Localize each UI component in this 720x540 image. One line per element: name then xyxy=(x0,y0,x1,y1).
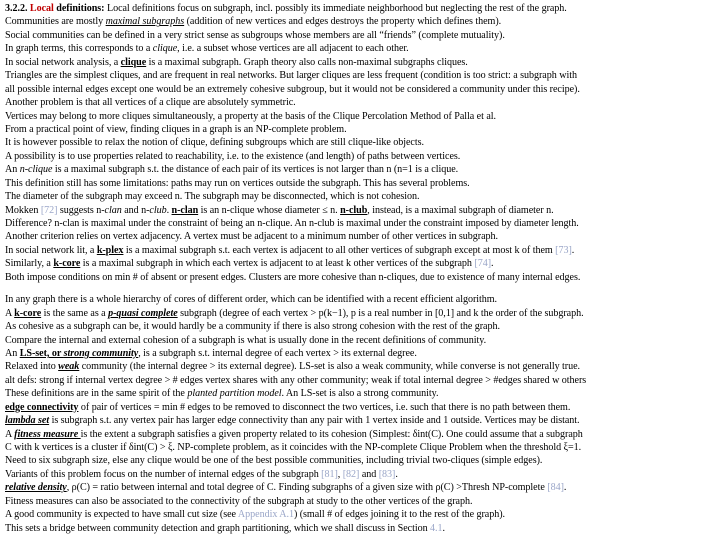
term-relative-density: relative density xyxy=(5,482,67,494)
text-line xyxy=(5,257,714,270)
text-line: Compare the internal and external cohesion of a subgraph is what is usually done in the recent definitions of community. xyxy=(5,334,487,346)
text-run: is the extent a subgraph satisfies a given property related to its cohesion (Simplest: δint(C). One could assume that a subgraph xyxy=(80,428,583,440)
text-run: suggests n- xyxy=(57,204,105,216)
reference-link[interactable]: [74] xyxy=(474,258,492,270)
text-run: Mokken xyxy=(5,204,41,216)
term-weak: weak xyxy=(58,361,80,373)
text-run: is a maximal subgraph. Graph theory also calls non-maximal subgraphs cliques. xyxy=(146,56,468,68)
text-run: , instead, is a maximal subgraph of diameter n. xyxy=(367,204,554,216)
text-run: and xyxy=(359,468,379,480)
text-line: Fitness measures can also be associated to the connectivity of the subgraph at study to the other vertices of the graph. xyxy=(5,495,473,507)
text-line: In any graph there is a whole hierarchy of cores of different order, which can be identified with a recent efficient algorithm. xyxy=(5,294,498,306)
text-run: and n- xyxy=(121,204,150,216)
text-run: is a maximal subgraph s.t. the distance of each pair of its vertices is not larger than n (n=1 is a clique. xyxy=(52,164,459,176)
text-run: is a maximal subgraph s.t. each vertex is adjacent to all other vertices of subgraph except at most k of them xyxy=(123,244,556,256)
reference-link[interactable]: [82] xyxy=(342,468,360,480)
text-line xyxy=(5,244,714,257)
text-run: is an n-clique whose diameter ≤ n. xyxy=(198,204,341,216)
text-run: subgraph (degree of each vertex > p(k−1), p is a real number in [0,1] and k the order of the subgraph. xyxy=(177,307,584,319)
text-run: . xyxy=(442,522,445,534)
text-run: . xyxy=(166,204,172,216)
text-line: From a practical point of view, finding cliques in a graph is an NP-complete problem. xyxy=(5,123,347,135)
heading-rest: Local definitions focus on subgraph, incl. possibly its immediate neighborhood but neglecting the rest of the graph. xyxy=(106,3,567,14)
term-maximal-subgraphs: maximal subgraphs xyxy=(105,16,185,28)
term-n-club: n-club xyxy=(340,204,368,216)
text-run: is a maximal subgraph in which each vertex is adjacent to at least k other vertices of the subgraph xyxy=(80,258,475,270)
text-line: The diameter of the subgraph may exceed n. The subgraph may be disconnected, which is not cohesion. xyxy=(5,191,420,203)
term-planted-partition-model: planted partition model xyxy=(187,388,282,400)
text-run: . xyxy=(491,258,494,270)
text-run: In social network analysis, a xyxy=(5,56,121,68)
text-line: As cohesive as a subgraph can be, it would hardly be a community if there is also strong cohesion with the rest of the graph. xyxy=(5,321,500,333)
text-run: This sets a bridge between community detection and graph partitioning, which we shall discuss in Section xyxy=(5,522,431,534)
text-run: , ρ(C) = ratio between internal and total degree of C. Finding subgraphs of a given size with ρ(C) >Thresh NP-complete xyxy=(66,482,548,494)
text-run: community (the internal degree > its external degree). LS-set is also a weak community, while converse is not generally true. xyxy=(79,361,581,373)
reference-link[interactable]: [72] xyxy=(40,204,58,216)
text-line: Both impose conditions on min # of absent or present edges. Clusters are more cohesive than n-cliques, due to existence of many internal edges. xyxy=(5,271,581,283)
reference-link[interactable]: [84] xyxy=(547,482,564,494)
term-strong-community: strong community xyxy=(63,347,139,359)
text-line xyxy=(5,508,714,521)
term-lambda-set: lambda set xyxy=(5,415,50,427)
text-run: These definitions are in the same spirit of the xyxy=(5,388,188,400)
text-run: , xyxy=(337,468,343,480)
text-line: Triangles are the simplest cliques, and are frequent in real networks. But larger cliques are less frequent (condition is too strict: a subgraph with xyxy=(5,70,577,82)
text-run: of pair of vertices = min # edges to be removed to disconnect the two vertices, i.e. such that there is no path between them. xyxy=(78,401,571,413)
text-run: A good community is expected to have small cut size (see xyxy=(5,509,238,521)
text-line xyxy=(5,522,714,535)
text-line: Vertices may belong to more cliques simultaneously, a property at the basis of the Clique Percolation Method of Palla et al. xyxy=(5,110,496,122)
text-run: . xyxy=(571,244,575,256)
text-line xyxy=(5,204,714,217)
term-k-core: k-core xyxy=(14,307,42,319)
text-run: Communities are mostly xyxy=(5,16,106,28)
text-line: Difference? n-clan is maximal under the constraint of being an n-clique. An n-club is maximal under the constraint imposed by diameter length. xyxy=(5,218,579,229)
term-p-quasi-complete: p-quasi complete xyxy=(108,307,178,319)
heading-word-local: Local xyxy=(29,3,54,14)
text-run: is subgraph s.t. any vertex pair has larger edge connectivity than any pair with 1 vertex inside and 1 outside. Vertices may be distant. xyxy=(49,415,580,427)
term-clique: clique xyxy=(152,43,178,55)
paragraph-gap xyxy=(5,284,714,293)
text-run: Similarly, a xyxy=(5,258,54,270)
text-run: , i.e. a subset whose vertices are all adjacent to each other. xyxy=(177,43,409,55)
text-line xyxy=(5,307,714,320)
text-line: Another problem is that all vertices of a clique are absolutely symmetric. xyxy=(5,97,296,109)
appendix-link[interactable]: Appendix A.1 xyxy=(237,509,294,521)
text-run: A xyxy=(5,307,15,319)
text-line: This definition still has some limitations: paths may run on vertices outside the subgraph. This has several problems. xyxy=(5,177,470,189)
text-run: In graph terms, this corresponds to a xyxy=(5,43,153,55)
term-n-clique: n-clique xyxy=(19,164,53,176)
text-line: C with k vertices is a cluster if δint(C) > ξ. NP-complete problem, as it coincides with the NP-complete Clique Problem when the threshold ξ=1. xyxy=(5,442,582,453)
text-run: ) (small # of edges joining it to the rest of the graph). xyxy=(293,509,505,521)
text-line xyxy=(5,347,714,360)
text-run: . xyxy=(395,468,398,480)
text-line: all possible internal edges except one would be an extremely cohesive subgroup, but it would not be considered a community under this recipe). xyxy=(5,83,580,95)
text-line xyxy=(5,56,714,69)
text-line xyxy=(5,481,714,494)
term-clan: clan xyxy=(104,204,122,216)
term-k-core: k-core xyxy=(53,258,81,270)
term-clique-sna: clique xyxy=(120,56,147,68)
text-run: A xyxy=(5,428,15,440)
text-line: It is however possible to relax the notion of clique, defining subgroups which are still clique-like objects. xyxy=(5,137,424,149)
term-fitness-measure: fitness measure xyxy=(14,428,81,440)
text-run: is the same as a xyxy=(41,307,109,319)
term-k-plex: k-plex xyxy=(96,244,124,256)
reference-link[interactable]: [73] xyxy=(555,244,572,256)
text-line xyxy=(5,15,714,28)
section-link[interactable]: 4.1 xyxy=(430,522,443,534)
text-line xyxy=(5,468,714,481)
text-line: Social communities can be defined in a very strict sense as subgroups whose members are all “friends” (complete mutuality). xyxy=(5,29,505,41)
term-club: club xyxy=(149,204,167,216)
text-run: An xyxy=(5,164,20,176)
text-line xyxy=(5,414,714,427)
text-line xyxy=(5,42,714,55)
text-run: . An LS-set is also a strong community. xyxy=(281,388,439,400)
text-line xyxy=(5,401,714,414)
section-number: 3.2.2. xyxy=(5,3,28,14)
text-run: In social network lit, a xyxy=(5,244,97,256)
text-line xyxy=(5,360,714,373)
text-line xyxy=(5,428,714,441)
reference-link[interactable]: [81] xyxy=(321,468,338,480)
term-ls-set: LS-set, or xyxy=(19,347,64,359)
heading-word-definitions: definitions: xyxy=(56,3,105,14)
text-line xyxy=(5,163,714,176)
section-heading xyxy=(5,2,714,15)
text-line: Another criterion relies on vertex adjacency. A vertex must be adjacent to a minimum number of other vertices in subgraph. xyxy=(5,231,499,243)
text-run: Variants of this problem focus on the number of internal edges of the subgraph xyxy=(5,468,322,480)
text-run: An xyxy=(5,347,20,359)
text-line: Need to six subgraph size, else any clique would be one of the best possible communities, including trivial two-cliques (simple edges). xyxy=(5,455,543,467)
text-run: , is a subgraph s.t. internal degree of each vertex > its external degree. xyxy=(138,347,417,359)
term-edge-connectivity: edge connectivity xyxy=(5,401,79,413)
text-line: A possibility is to use properties related to reachability, i.e. to the existence (and length) of paths between vertices. xyxy=(5,150,461,162)
text-run: (addition of new vertices and edges destroys the property which defines them). xyxy=(184,16,502,28)
text-run: Relaxed into xyxy=(5,361,59,373)
reference-link[interactable]: [83] xyxy=(378,468,396,480)
text-run: . xyxy=(563,482,567,494)
term-n-clan: n-clan xyxy=(171,204,199,216)
text-line: alt defs: strong if internal vertex degree > # edges vertex shares with any other community; weak if total internal degree > #edges shared w others xyxy=(5,374,587,386)
text-line xyxy=(5,387,714,400)
